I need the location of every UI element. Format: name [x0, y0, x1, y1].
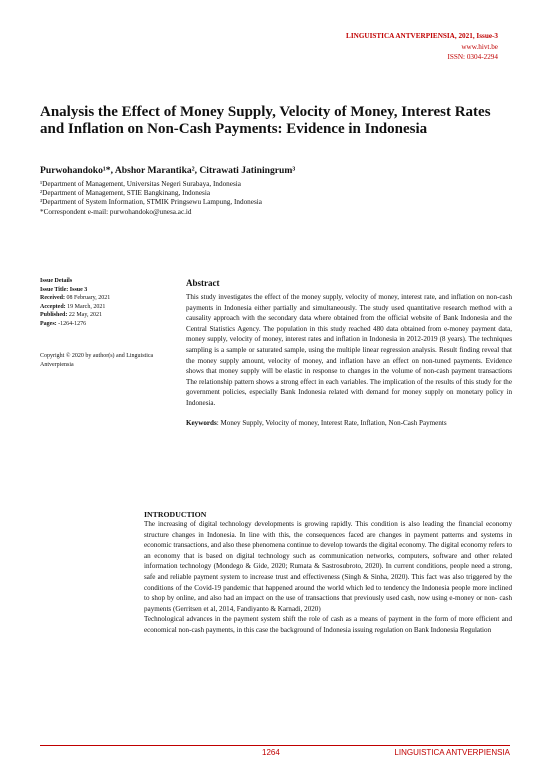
received-label: Received: [40, 295, 65, 301]
introduction-section [144, 510, 512, 636]
accepted-date: 19 March, 2021 [67, 303, 106, 310]
pages-label: Pages: [40, 320, 57, 327]
introduction-paragraph-2: Technological advances in the payment system shift the role of cash as a means of payment in the form of more efficient and economical non-cash payments, in this case the background of Indonesia issuing regulation on Bank Indonesia Regulation [144, 615, 512, 634]
affiliations [40, 180, 262, 217]
keywords-value: : Money Supply, Velocity of money, Interest Rate, Inflation, Non-Cash Payments [216, 418, 447, 427]
affiliation-3: ³Department of System Information, STMIK Pringsewu Lampung, Indonesia [40, 198, 262, 207]
abstract-heading: Abstract [186, 278, 220, 288]
introduction-heading: INTRODUCTION [144, 510, 207, 519]
received-date: 08 February, 2021 [66, 295, 111, 301]
paper-title: Analysis the Effect of Money Supply, Velocity of Money, Interest Rates and Inflation on Non-Cash Payments: Evidence in Indonesia [40, 104, 491, 137]
affiliation-1: ¹Department of Management, Universitas Negeri Surabaya, Indonesia [40, 180, 241, 188]
pages-range: -1264-1276 [58, 320, 87, 327]
correspondent-email[interactable]: *Correspondent e-mail: purwohandoko@unesa.ac.id [40, 207, 192, 216]
published-label: Published: [40, 312, 68, 318]
accepted-label: Accepted: [40, 303, 66, 310]
issue-title-value: Issue 3 [69, 286, 88, 293]
journal-url[interactable]: www.hivt.be [461, 42, 498, 51]
journal-issue: LINGUISTICA ANTVERPIENSIA, 2021, Issue-3 [346, 32, 498, 40]
keywords-label: Keywords [186, 418, 217, 427]
page-number: 1264 [262, 748, 280, 757]
published-date: 22 May, 2021 [68, 312, 102, 318]
keywords [186, 418, 512, 429]
abstract-section [186, 278, 512, 428]
running-header [346, 31, 498, 63]
footer-rule [40, 745, 510, 746]
journal-issn: ISSN: 0304-2294 [447, 53, 498, 61]
author-list: Purwohandoko¹*, Abshor Marantika², Citrawati Jatiningrum³ [40, 165, 296, 176]
abstract-text: This study investigates the effect of the money supply, velocity of money, interest rate, and inflation on non-cash payments in Indonesia either partially and simultaneously. The study used quantitative research method with a causality approach with the secondary data where obtained from the official website of Bank Indonesia and the Central Statistics Agency. The population in this study reached 480 data obtained from e-money payment data, money supply, velocity of money, interest rates and inflation in Indonesia in 2012-2019 (8 years). The techniques sampling is a sample or saturated sample, using the multiple linear regression analysis. Result finding reveal that the money supply amount, velocity of money, and inflation have an effect on non-tuned payments. Evidence shows that money supply will be elastic in response to changes in the volume of non-cash payment transactions The relationship pattern shows a strong effect in each variables. The implication of the results of this study for the government policies, especially Bank Indonesia related with demand for money supply on monetary policy in Indonesia. [186, 293, 512, 407]
copyright-notice: Copyright © 2020 by author(s) and Linguistica Antverpiensia [40, 353, 154, 368]
issue-details [40, 277, 170, 369]
issue-title-label: Issue Title: [40, 286, 69, 293]
affiliation-2: ²Department of Management, STIE Bangkinang, Indonesia [40, 189, 211, 198]
issue-details-heading: Issue Details [40, 278, 73, 284]
footer-journal-name: LINGUISTICA ANTVERPIENSIA [394, 748, 510, 757]
introduction-paragraph-1: The increasing of digital technology developments is growing rapidly. This condition is also leading the financial economy structure changes in Indonesia. In line with this, the consequences faced are changes in payment patterns and systems in economic transactions, and also these phenomena continue to develop towards the digital economy. The digital economy refers to an economy that is based on digital technology such as communication networks, computers, software and other related information technology (Mondego & Gide, 2020; Rumata & Sastrosubroto, 2020). In current conditions, people need a strong, safe and reliable payment system to increase trust and effectiveness (Singh & Sinha, 2020). This fact was also triggered by the conditions of the Covid-19 pandemic that happened around the world which led to tendency the Indonesia people more inclined to shop by online, and also had an impact on the use of transactions that previously used cash, now using e-money or non- cash payments (Gerritsen et al, 2014, Fandiyanto & Karnadi, 2020) [144, 520, 512, 613]
